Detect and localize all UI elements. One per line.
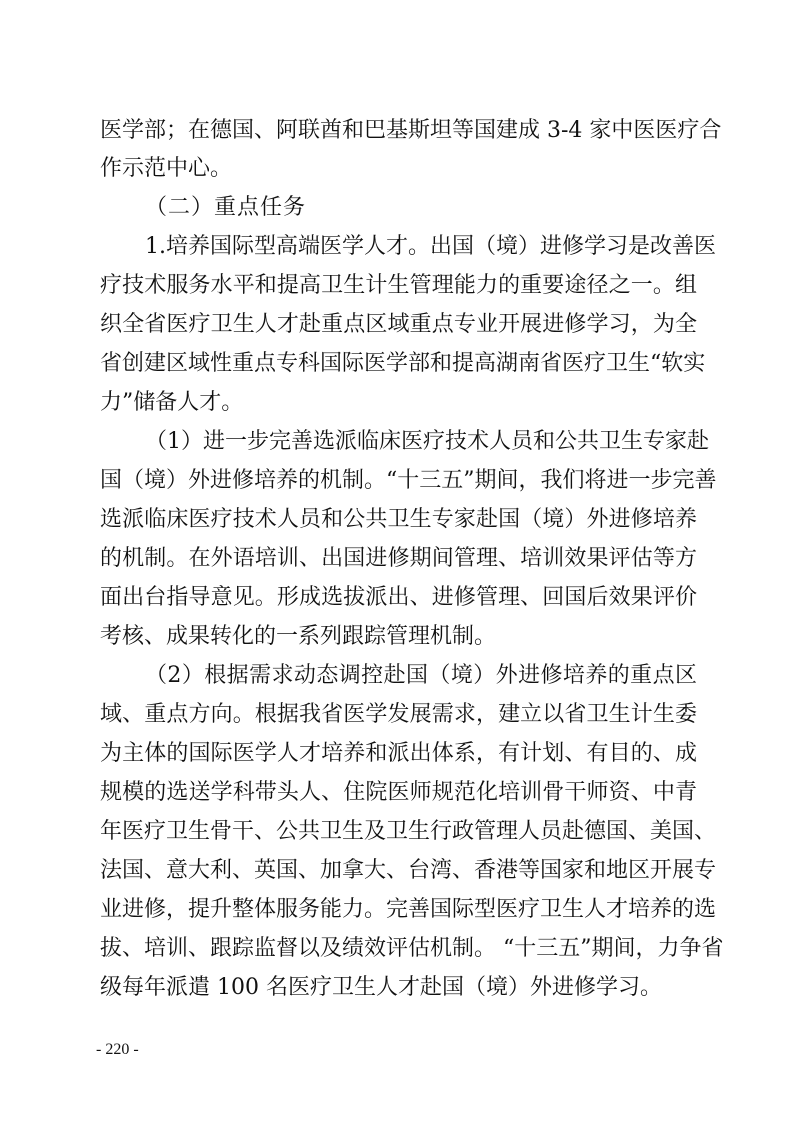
body-line-14: 考核、成果转化的一系列跟踪管理机制。 [100,624,497,649]
body-line-9: （1）进一步完善选派临床医疗技术人员和公共卫生专家赴 [145,429,709,454]
body-line-19: 年医疗卫生骨干、公共卫生及卫生行政管理人员赴德国、美国、 [100,819,717,844]
body-line-5: 疗技术服务水平和提高卫生计生管理能力的重要途径之一。组 [100,273,697,298]
body-line-23: 级每年派遣 100 名医疗卫生人才赴国（境）外进修学习。 [100,975,662,1000]
body-line-15: （2）根据需求动态调控赴国（境）外进修培养的重点区 [145,663,697,688]
body-line-4: 1.培养国际型高端医学人才。出国（境）进修学习是改善医 [145,234,716,259]
body-line-22: 拔、培训、跟踪监督以及绩效评估机制。 “十三五”期间，力争省 [100,936,724,961]
body-line-17: 为主体的国际医学人才培养和派出体系，有计划、有目的、成 [100,741,697,766]
body-line-11: 选派临床医疗技术人员和公共卫生专家赴国（境）外进修培养 [100,507,697,532]
body-line-7: 省创建区域性重点专科国际医学部和提高湖南省医疗卫生“软实 [100,351,706,376]
section-heading: （二）重点任务 [145,195,307,220]
body-line-20: 法国、意大利、英国、加拿大、台湾、香港等国家和地区开展专 [100,858,717,883]
body-line-2: 作示范中心。 [100,156,233,181]
body-line-12: 的机制。在外语培训、出国进修期间管理、培训效果评估等方 [100,546,697,571]
body-line-16: 域、重点方向。根据我省医学发展需求，建立以省卫生计生委 [100,702,697,727]
body-line-13: 面出台指导意见。形成选拔派出、进修管理、回国后效果评价 [100,585,697,610]
body-line-21: 业进修，提升整体服务能力。完善国际型医疗卫生人才培养的选 [100,897,717,922]
body-line-8: 力”储备人才。 [100,390,244,415]
body-line-10: 国（境）外进修培养的机制。“十三五”期间，我们将进一步完善 [100,468,717,493]
body-line-18: 规模的选送学科带头人、住院医师规范化培训骨干师资、中青 [100,780,697,805]
body-line-1: 医学部；在德国、阿联酋和巴基斯坦等国建成 3-4 家中医医疗合 [100,118,722,143]
body-line-6: 织全省医疗卫生人才赴重点区域重点专业开展进修学习，为全 [100,312,697,337]
page-number: - 220 - [96,1041,139,1058]
